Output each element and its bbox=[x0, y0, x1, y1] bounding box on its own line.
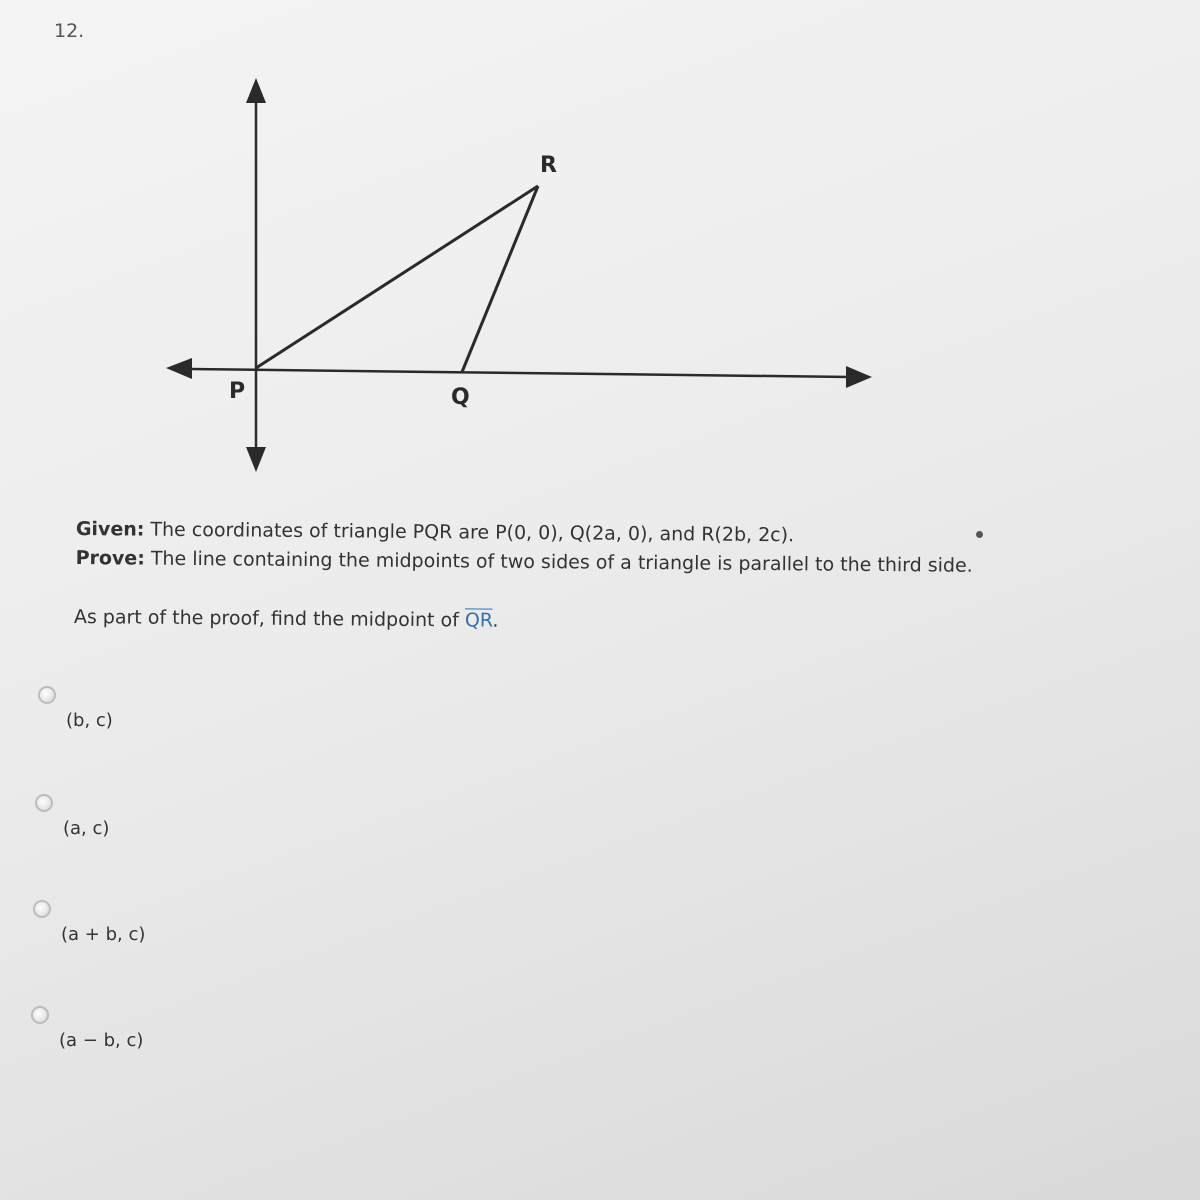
prompt-end: . bbox=[492, 609, 499, 632]
triangle-figure bbox=[0, 0, 1200, 480]
prove-text: The line containing the midpoints of two sides of a triangle is parallel to the third side. bbox=[144, 547, 973, 577]
vertex-label-q: Q bbox=[451, 385, 470, 410]
x-axis bbox=[190, 369, 850, 377]
side-pr bbox=[256, 186, 538, 368]
side-qr bbox=[462, 186, 538, 372]
problem-statement bbox=[75, 515, 973, 581]
stray-dot bbox=[976, 531, 983, 538]
vertex-label-p: P bbox=[229, 379, 246, 404]
y-axis-up-arrow-icon bbox=[246, 78, 266, 103]
x-axis-left-arrow-icon bbox=[166, 358, 192, 379]
vertex-label-r: R bbox=[540, 153, 557, 178]
question-number: 12. bbox=[54, 20, 85, 42]
y-axis-down-arrow-icon bbox=[246, 447, 266, 472]
option-label-4[interactable]: (a − b, c) bbox=[59, 1030, 144, 1051]
prove-label: Prove: bbox=[75, 546, 145, 570]
segment-qr: $\overline{QR}$ bbox=[464, 609, 493, 632]
radio-button-1[interactable] bbox=[38, 686, 56, 704]
x-axis-right-arrow-icon bbox=[846, 366, 872, 388]
radio-button-3[interactable] bbox=[33, 900, 51, 918]
option-label-2[interactable]: (a, c) bbox=[63, 818, 110, 839]
radio-button-4[interactable] bbox=[31, 1006, 49, 1024]
option-label-1[interactable]: (b, c) bbox=[66, 710, 113, 731]
radio-button-2[interactable] bbox=[35, 794, 53, 812]
option-label-3[interactable]: (a + b, c) bbox=[61, 924, 146, 945]
question-prompt bbox=[74, 606, 499, 632]
given-text: The coordinates of triangle PQR are P(0, 0), Q(2a, 0), and R(2b, 2c). bbox=[144, 518, 795, 547]
given-label: Given: bbox=[75, 517, 145, 541]
prompt-text: As part of the proof, find the midpoint of bbox=[73, 606, 466, 632]
